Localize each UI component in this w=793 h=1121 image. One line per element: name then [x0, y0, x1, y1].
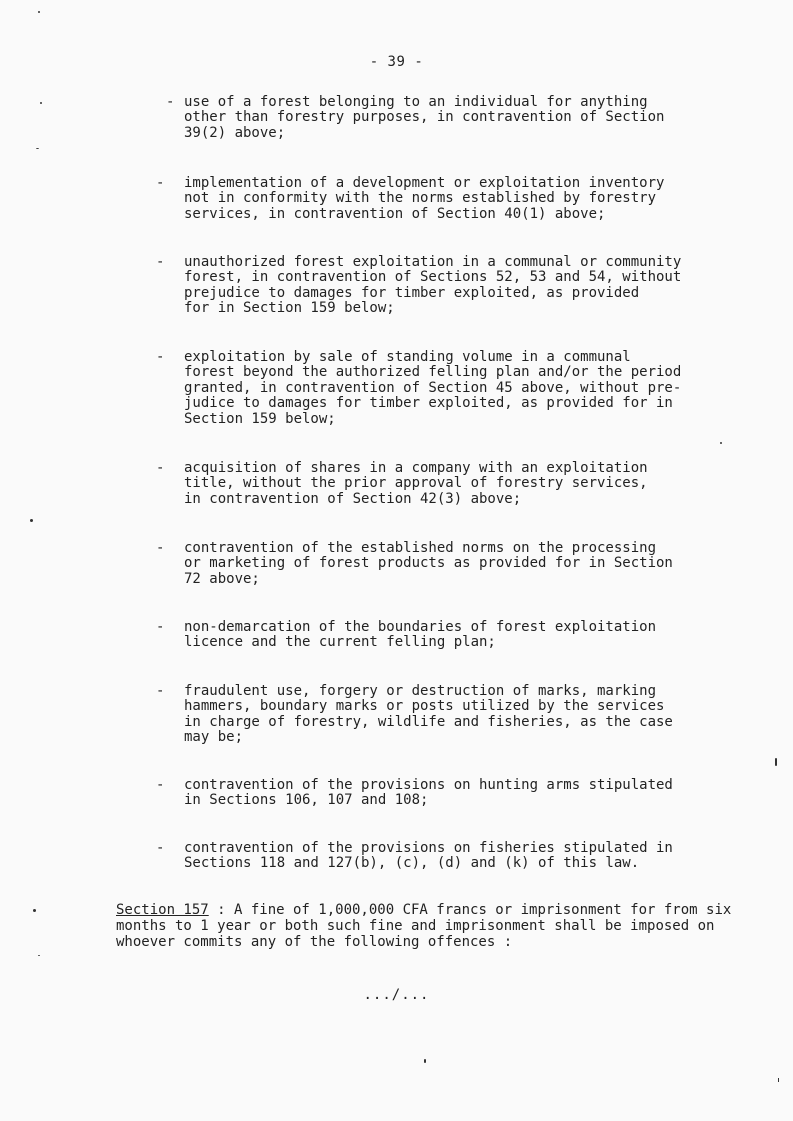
- scan-speck: [30, 519, 33, 522]
- list-item-text: contravention of the established norms on the processing or marketing of forest products as provided for in Section 72 above;: [184, 540, 673, 587]
- scan-speck: [775, 758, 777, 766]
- scan-speck: [424, 1059, 426, 1063]
- list-dash: -: [156, 840, 165, 856]
- scan-speck: [33, 909, 36, 912]
- scan-speck: [720, 442, 722, 444]
- scan-speck: [40, 102, 42, 104]
- list-item-text: contravention of the provisions on fisheries stipulated in Sections 118 and 127(b), (c), (d) and (k) of this law.: [184, 840, 673, 872]
- scan-speck: [38, 11, 40, 13]
- scan-speck: [36, 148, 39, 149]
- list-dash: -: [156, 683, 165, 699]
- list-item-text: implementation of a development or exploitation inventory not in conformity with the norms established by forestry services, in contravention of Section 40(1) above;: [184, 175, 665, 222]
- list-item-text: fraudulent use, forgery or destruction of marks, marking hammers, boundary marks or posts utilized by the services in charge of forestry, wildlife and fisheries, as the case may be;: [184, 683, 673, 746]
- list-item-text: contravention of the provisions on hunting arms stipulated in Sections 106, 107 and 108;: [184, 777, 673, 809]
- scan-speck: [38, 955, 40, 956]
- section-label: Section 157: [116, 902, 209, 918]
- list-item-text: non-demarcation of the boundaries of forest exploitation licence and the current felling plan;: [184, 619, 657, 651]
- page-number: - 39 -: [369, 54, 424, 70]
- list-dash: -: [156, 175, 165, 191]
- list-dash: -: [156, 349, 165, 365]
- list-item-text: acquisition of shares in a company with an exploitation title, without the prior approval of forestry services, in contravention of Section 42(3) above;: [184, 460, 648, 507]
- section-paragraph: [116, 902, 746, 950]
- section-text: : A fine of 1,000,000 CFA francs or imprisonment for from six months to 1 year or both such fine and imprisonment shall be imposed on whoever commits any of the following offences :: [116, 902, 732, 950]
- list-dash: -: [156, 254, 165, 270]
- list-item-text: exploitation by sale of standing volume in a communal forest beyond the authorized felling plan and/or the period granted, in contravention of Section 45 above, without pre- judice to damages for timber exploited, as provided for in Section 159 below;: [184, 349, 682, 427]
- continuation-marker: .../...: [363, 987, 430, 1003]
- list-item-text: use of a forest belonging to an individual for anything other than forestry purposes, in contravention of Section 39(2) above;: [184, 94, 665, 141]
- scan-speck: [778, 1078, 779, 1082]
- list-dash: -: [156, 460, 165, 476]
- list-item-text: unauthorized forest exploitation in a communal or community forest, in contravention of Sections 52, 53 and 54, without prejudice to damages for timber exploited, as provided for in Section 159 below;: [184, 254, 682, 317]
- list-dash: -: [156, 777, 165, 793]
- list-dash: -: [166, 94, 175, 110]
- list-dash: -: [156, 540, 165, 556]
- list-dash: -: [156, 619, 165, 635]
